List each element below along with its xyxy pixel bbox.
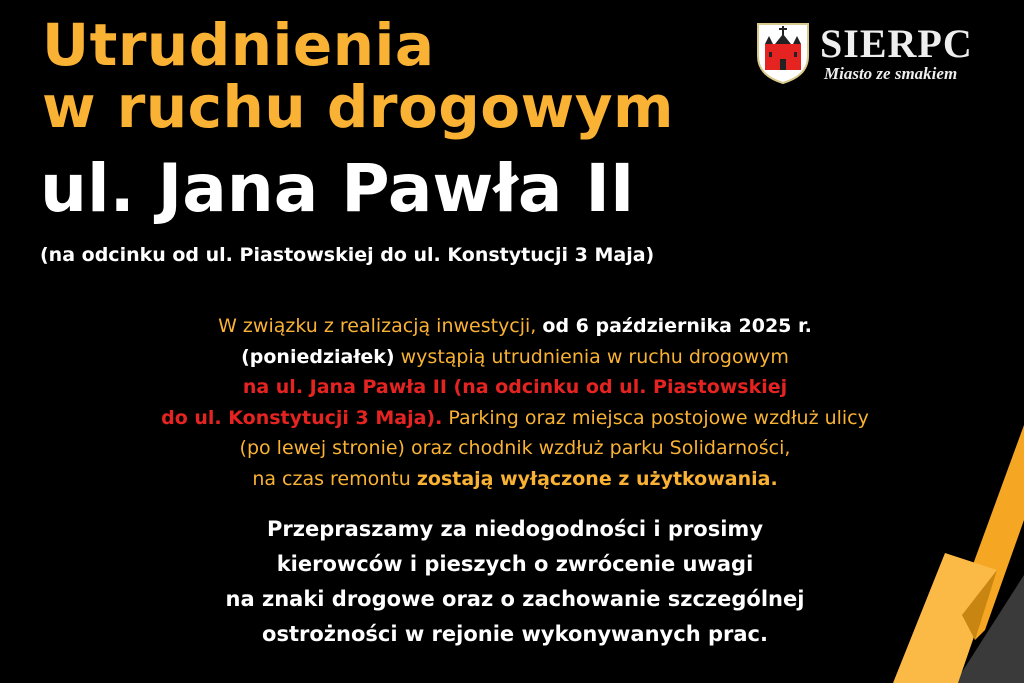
headline-line-1: Utrudnienia xyxy=(42,11,435,79)
text: (po lewej stronie) oraz chodnik wzdłuż parku Solidarności, xyxy=(239,437,791,459)
headline-orange xyxy=(42,11,674,141)
closing-line: Przepraszamy za niedogodności i prosimy xyxy=(266,517,764,541)
date-highlight: od 6 października 2025 r. xyxy=(542,315,812,337)
location-highlight: na ul. Jana Pawła II (na odcinku od ul. Piastowskiej xyxy=(242,376,788,398)
logo-name: SIERPC xyxy=(820,21,973,66)
text: Parking oraz miejsca postojowe wzdłuż ulicy xyxy=(442,406,869,429)
coat-of-arms-icon xyxy=(756,22,810,84)
logo-tagline: Miasto ze smakiem xyxy=(824,64,958,83)
text: wystąpią utrudnienia w ruchu drogowym xyxy=(394,345,789,368)
section-subtitle: (na odcinku od ul. Piastowskiej do ul. Konstytucji 3 Maja) xyxy=(40,244,655,266)
text: na czas remontu xyxy=(252,467,417,490)
weekday-highlight: (poniedziałek) xyxy=(241,345,395,368)
location-highlight: do ul. Konstytucji 3 Maja). xyxy=(161,406,443,429)
closing-line: kierowców i pieszych o zwrócenie uwagi xyxy=(276,552,754,576)
headline-line-2: w ruchu drogowym xyxy=(42,73,674,141)
sierpc-logo xyxy=(756,22,1006,92)
text: W związku z realizacją inwestycji, xyxy=(218,315,543,337)
closing-message xyxy=(40,512,990,652)
closing-line: ostrożności w rejonie wykonywanych prac. xyxy=(262,622,768,646)
closing-line: na znaki drogowe oraz o zachowanie szczególnej xyxy=(225,587,805,611)
announcement-paragraph xyxy=(40,311,990,494)
closure-highlight: zostają wyłączone z użytkowania. xyxy=(416,467,778,490)
street-title: ul. Jana Pawła II xyxy=(40,150,635,227)
